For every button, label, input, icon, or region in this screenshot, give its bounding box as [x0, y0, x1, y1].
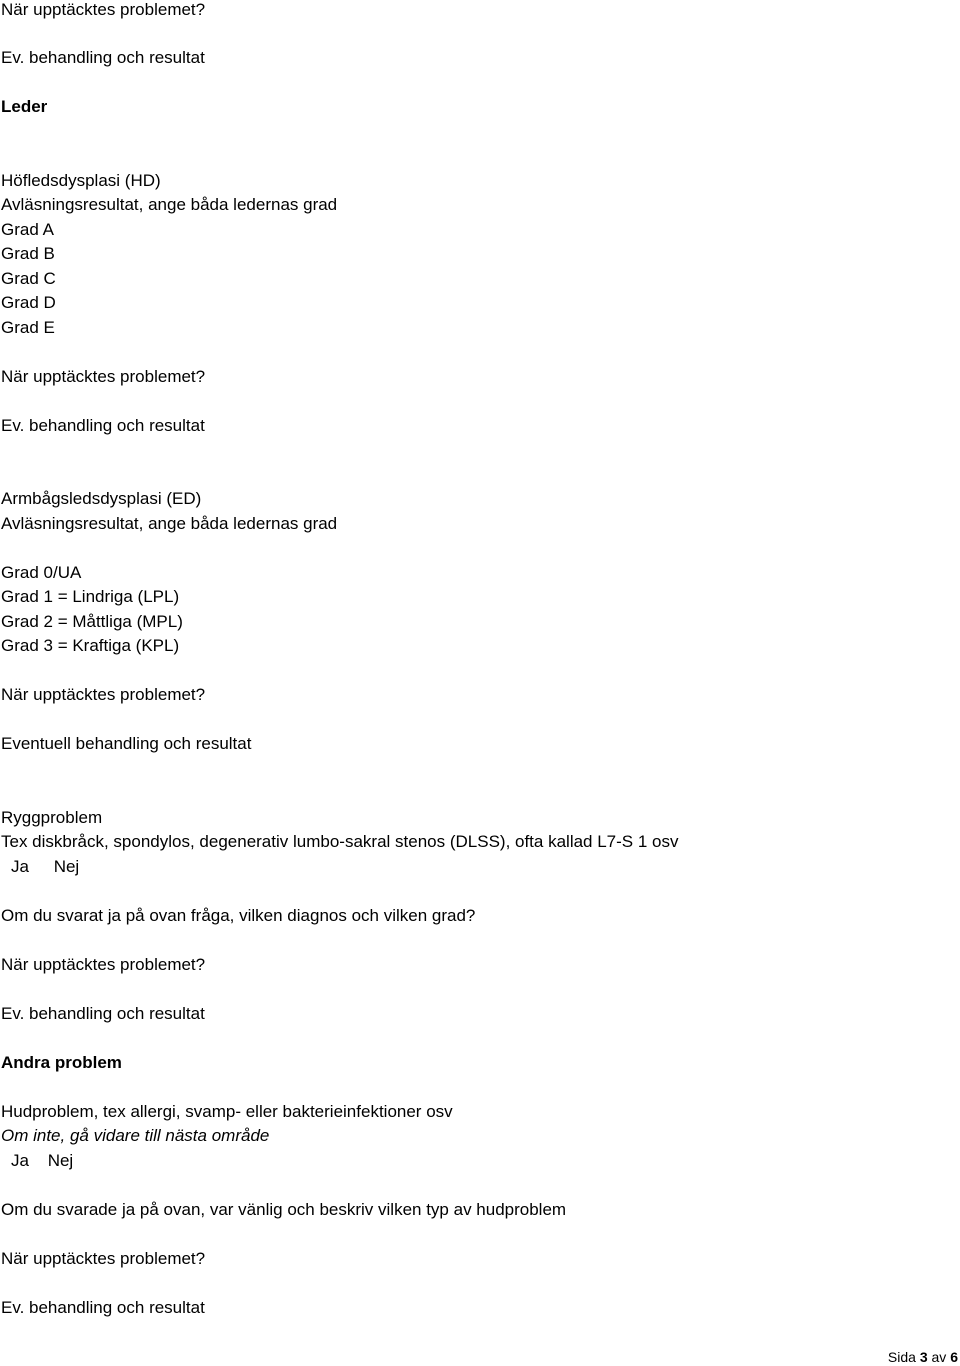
hd-question-when: När upptäcktes problemet? — [1, 367, 206, 386]
hud-yes-option[interactable]: Ja — [11, 1151, 29, 1170]
rygg-yes-option[interactable]: Ja — [11, 857, 29, 876]
hud-no-option[interactable]: Nej — [47, 1151, 74, 1170]
hud-follow-up: Om du svarade ja på ovan, var vänlig och beskriv vilken typ av hudproblem — [1, 1200, 567, 1219]
hd-grade-option[interactable]: Grad B — [1, 244, 55, 263]
page-number-separator: av — [931, 1349, 947, 1365]
hd-grade-option[interactable]: Grad C — [1, 269, 56, 288]
hud-title: Hudproblem, tex allergi, svamp- eller bakterieinfektioner osv — [1, 1102, 453, 1121]
rygg-description: Tex diskbråck, spondylos, degenerativ lumbo-sakral stenos (DLSS), ofta kallad L7-S 1 osv — [1, 832, 679, 851]
rygg-follow-up: Om du svarat ja på ovan fråga, vilken diagnos och vilken grad? — [1, 906, 476, 925]
hd-grade-option[interactable]: Grad D — [1, 293, 56, 312]
hud-answer-options — [11, 1151, 73, 1171]
question-when: När upptäcktes problemet? — [1, 0, 206, 19]
page-number — [888, 1348, 958, 1366]
ed-grade-option[interactable]: Grad 0/UA — [1, 563, 82, 582]
rygg-title: Ryggproblem — [1, 808, 103, 827]
ed-grade-option[interactable]: Grad 2 = Måttliga (MPL) — [1, 612, 183, 631]
rygg-question-when: När upptäcktes problemet? — [1, 955, 206, 974]
section-heading-andra: Andra problem — [1, 1053, 122, 1072]
page-number-current: 3 — [919, 1349, 928, 1365]
hd-instruction: Avläsningsresultat, ange båda ledernas grad — [1, 195, 338, 214]
ed-question-treatment: Eventuell behandling och resultat — [1, 734, 252, 753]
hd-title: Höfledsdysplasi (HD) — [1, 171, 161, 190]
page-number-total: 6 — [950, 1349, 958, 1365]
hd-grade-option[interactable]: Grad E — [1, 318, 55, 337]
ed-grade-option[interactable]: Grad 3 = Kraftiga (KPL) — [1, 636, 180, 655]
section-heading-leder: Leder — [1, 97, 48, 116]
page-number-prefix: Sida — [887, 1349, 916, 1365]
rygg-no-option[interactable]: Nej — [53, 857, 80, 876]
hud-question-treatment: Ev. behandling och resultat — [1, 1298, 205, 1317]
hud-hint: Om inte, gå vidare till nästa område — [1, 1126, 270, 1145]
ed-title: Armbågsledsdysplasi (ED) — [1, 489, 202, 508]
ed-instruction: Avläsningsresultat, ange båda ledernas grad — [1, 514, 338, 533]
hd-grade-option[interactable]: Grad A — [1, 220, 54, 239]
ed-grade-option[interactable]: Grad 1 = Lindriga (LPL) — [1, 587, 180, 606]
rygg-question-treatment: Ev. behandling och resultat — [1, 1004, 205, 1023]
question-treatment: Ev. behandling och resultat — [1, 48, 205, 67]
hd-question-treatment: Ev. behandling och resultat — [1, 416, 205, 435]
ed-question-when: När upptäcktes problemet? — [1, 685, 206, 704]
hud-question-when: När upptäcktes problemet? — [1, 1249, 206, 1268]
rygg-answer-options — [11, 857, 79, 877]
